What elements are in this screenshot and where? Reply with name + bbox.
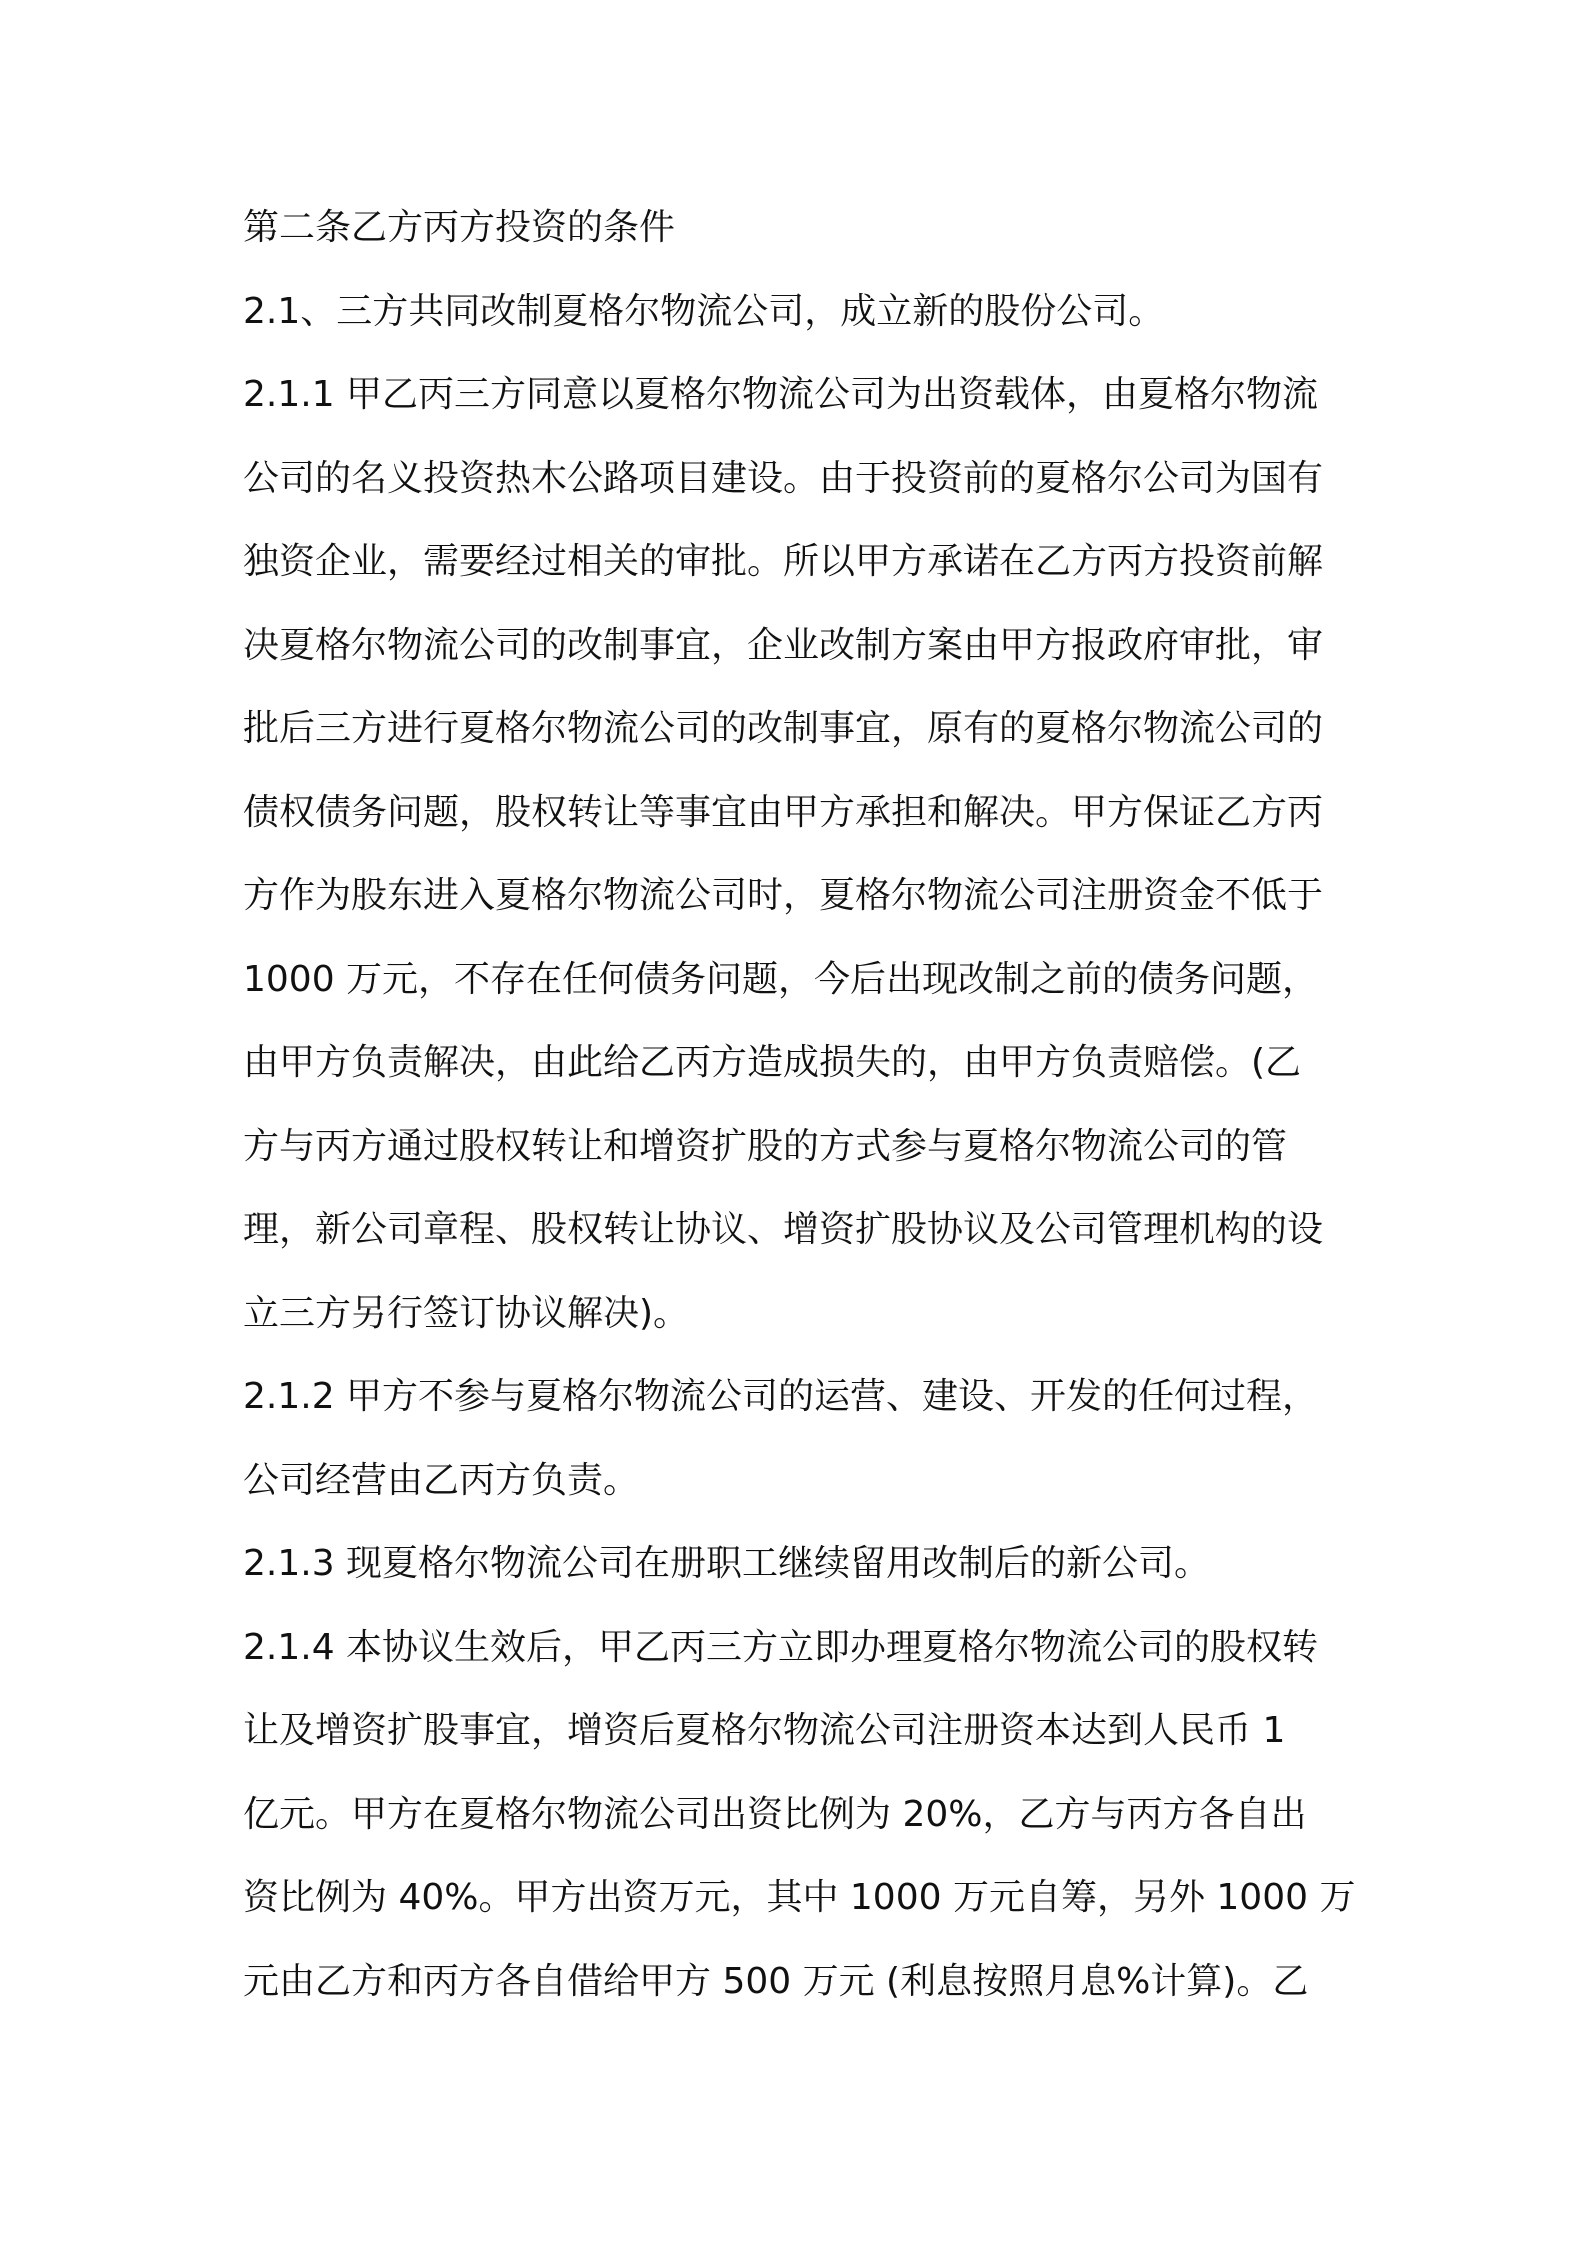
clause-2-1-1-line: 2.1.1 甲乙丙三方同意以夏格尔物流公司为出资载体，由夏格尔物流 [243,374,1319,415]
clause-2-1-1-line: 决夏格尔物流公司的改制事宜，企业改制方案由甲方报政府审批，审 [243,624,1324,666]
clause-2-1-4-line: 资比例为 40%。甲方出资万元，其中 1000 万元自筹，另外 1000 万 [243,1877,1356,1918]
clause-2-1-1-line: 由甲方负责解决，由此给乙丙方造成损失的，由甲方负责赔偿。(乙 [243,1042,1302,1083]
clause-2-1-4-line: 让及增资扩股事宜，增资后夏格尔物流公司注册资本达到人民币 1 [243,1710,1286,1751]
clause-2-1-1-line: 独资企业，需要经过相关的审批。所以甲方承诺在乙方丙方投资前解 [243,541,1324,582]
clause-2-1-2-line: 公司经营由乙丙方负责。 [243,1459,640,1501]
clause-2-1-1-line: 方作为股东进入夏格尔物流公司时，夏格尔物流公司注册资金不低于 [243,875,1324,916]
clause-2-1-4-line: 元由乙方和丙方各自借给甲方 500 万元 (利息按照月息%计算)。乙 [243,1960,1309,2002]
clause-2-1-1-line: 1000 万元，不存在任何债务问题，今后出现改制之前的债务问题， [243,958,1319,1000]
contract-text [243,198,1355,2035]
clause-2-1-1-line: 债权债务问题，股权转让等事宜由甲方承担和解决。甲方保证乙方丙 [243,791,1324,833]
clause-2-1-2-line: 2.1.2 甲方不参与夏格尔物流公司的运营、建设、开发的任何过程， [243,1376,1319,1417]
clause-2-1-1-line: 方与丙方通过股权转让和增资扩股的方式参与夏格尔物流公司的管 [243,1125,1288,1167]
clause-2-1-1-line: 立三方另行签订协议解决)。 [243,1292,690,1334]
clause-2-1-4-line: 亿元。甲方在夏格尔物流公司出资比例为 20%，乙方与丙方各自出 [243,1793,1307,1835]
section-heading: 第二条乙方丙方投资的条件 [243,207,676,248]
clause-2-1-1-line: 批后三方进行夏格尔物流公司的改制事宜，原有的夏格尔物流公司的 [243,708,1324,749]
clause-2-1-3: 2.1.3 现夏格尔物流公司在册职工继续留用改制后的新公司。 [243,1543,1211,1584]
clause-2-1: 2.1、三方共同改制夏格尔物流公司，成立新的股份公司。 [243,290,1165,332]
clause-2-1-4-line: 2.1.4 本协议生效后，甲乙丙三方立即办理夏格尔物流公司的股权转 [243,1626,1319,1668]
clause-2-1-1-line: 公司的名义投资热木公路项目建设。由于投资前的夏格尔公司为国有 [243,457,1324,499]
clause-2-1-1-line: 理，新公司章程、股权转让协议、增资扩股协议及公司管理机构的设 [243,1209,1324,1250]
